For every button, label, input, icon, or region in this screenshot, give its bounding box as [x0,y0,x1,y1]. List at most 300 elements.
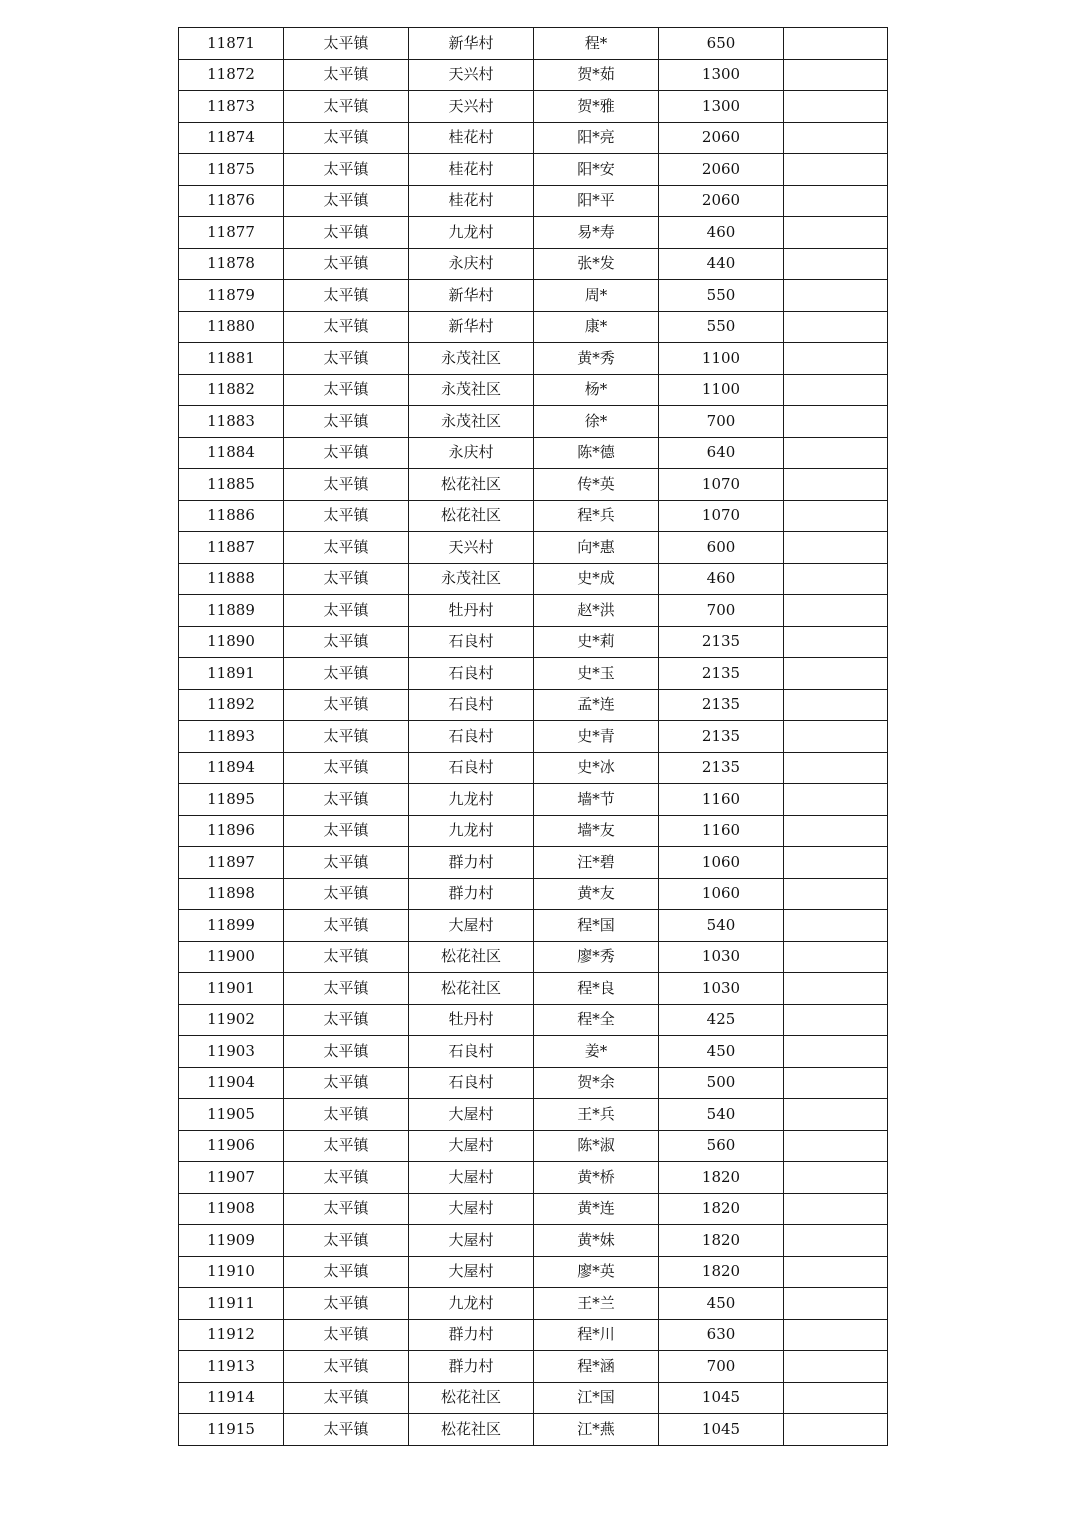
cell-id: 11902 [179,1004,284,1036]
cell-name: 向*惠 [534,532,659,564]
cell-note [784,185,888,217]
cell-town: 太平镇 [284,185,409,217]
cell-note [784,1162,888,1194]
cell-note [784,217,888,249]
cell-town: 太平镇 [284,1036,409,1068]
cell-town: 太平镇 [284,784,409,816]
table-row [179,878,888,910]
cell-id: 11880 [179,311,284,343]
table-row [179,595,888,627]
cell-amount: 1045 [659,1382,784,1414]
cell-note [784,1036,888,1068]
table-row [179,1288,888,1320]
cell-note [784,626,888,658]
cell-village: 永茂社区 [409,343,534,375]
cell-name: 传*英 [534,469,659,501]
cell-name: 程*良 [534,973,659,1005]
table-row [179,658,888,690]
cell-town: 太平镇 [284,343,409,375]
table-row [179,500,888,532]
cell-village: 天兴村 [409,91,534,123]
table-row [179,1225,888,1257]
cell-amount: 550 [659,311,784,343]
cell-name: 黄*桥 [534,1162,659,1194]
cell-id: 11898 [179,878,284,910]
cell-note [784,280,888,312]
cell-village: 石良村 [409,626,534,658]
cell-town: 太平镇 [284,689,409,721]
cell-id: 11872 [179,59,284,91]
table-row [179,1193,888,1225]
cell-name: 周* [534,280,659,312]
table-row [179,721,888,753]
cell-village: 大屋村 [409,1256,534,1288]
cell-amount: 1100 [659,343,784,375]
cell-name: 黄*友 [534,878,659,910]
cell-amount: 1160 [659,784,784,816]
cell-amount: 1300 [659,91,784,123]
cell-village: 石良村 [409,1067,534,1099]
cell-town: 太平镇 [284,311,409,343]
cell-town: 太平镇 [284,28,409,60]
table-row [179,563,888,595]
cell-id: 11891 [179,658,284,690]
cell-note [784,1004,888,1036]
cell-town: 太平镇 [284,1067,409,1099]
cell-village: 九龙村 [409,217,534,249]
cell-village: 大屋村 [409,1193,534,1225]
cell-id: 11879 [179,280,284,312]
cell-note [784,815,888,847]
cell-amount: 440 [659,248,784,280]
cell-id: 11892 [179,689,284,721]
cell-town: 太平镇 [284,248,409,280]
cell-note [784,500,888,532]
table-row [179,1004,888,1036]
cell-id: 11907 [179,1162,284,1194]
cell-note [784,437,888,469]
cell-village: 天兴村 [409,532,534,564]
cell-town: 太平镇 [284,406,409,438]
cell-note [784,973,888,1005]
cell-name: 程*全 [534,1004,659,1036]
cell-town: 太平镇 [284,122,409,154]
cell-id: 11893 [179,721,284,753]
cell-village: 大屋村 [409,1099,534,1131]
table-row [179,1256,888,1288]
cell-amount: 450 [659,1288,784,1320]
cell-town: 太平镇 [284,847,409,879]
table-row [179,469,888,501]
cell-town: 太平镇 [284,658,409,690]
cell-village: 九龙村 [409,784,534,816]
cell-note [784,406,888,438]
cell-note [784,721,888,753]
table-row [179,406,888,438]
cell-town: 太平镇 [284,941,409,973]
cell-town: 太平镇 [284,280,409,312]
table-row [179,689,888,721]
cell-note [784,941,888,973]
table-row [179,122,888,154]
cell-name: 程*国 [534,910,659,942]
cell-id: 11888 [179,563,284,595]
cell-id: 11876 [179,185,284,217]
cell-village: 新华村 [409,280,534,312]
cell-amount: 600 [659,532,784,564]
cell-id: 11910 [179,1256,284,1288]
cell-id: 11909 [179,1225,284,1257]
cell-town: 太平镇 [284,1319,409,1351]
cell-note [784,878,888,910]
cell-village: 松花社区 [409,1414,534,1446]
cell-village: 永庆村 [409,437,534,469]
cell-village: 群力村 [409,878,534,910]
cell-note [784,28,888,60]
cell-town: 太平镇 [284,1382,409,1414]
cell-note [784,122,888,154]
cell-village: 群力村 [409,1319,534,1351]
cell-amount: 2135 [659,752,784,784]
cell-name: 史*冰 [534,752,659,784]
cell-note [784,1130,888,1162]
cell-name: 史*玉 [534,658,659,690]
cell-id: 11899 [179,910,284,942]
table-row [179,91,888,123]
table-row [179,1382,888,1414]
cell-name: 孟*连 [534,689,659,721]
cell-town: 太平镇 [284,721,409,753]
table-row [179,28,888,60]
cell-note [784,469,888,501]
cell-note [784,847,888,879]
cell-note [784,1319,888,1351]
cell-amount: 460 [659,563,784,595]
cell-amount: 2135 [659,721,784,753]
cell-town: 太平镇 [284,1351,409,1383]
table-row [179,154,888,186]
cell-amount: 560 [659,1130,784,1162]
cell-amount: 540 [659,910,784,942]
cell-name: 江*燕 [534,1414,659,1446]
cell-name: 阳*亮 [534,122,659,154]
cell-amount: 1820 [659,1193,784,1225]
cell-town: 太平镇 [284,563,409,595]
cell-name: 黄*秀 [534,343,659,375]
cell-name: 江*国 [534,1382,659,1414]
cell-village: 天兴村 [409,59,534,91]
cell-village: 新华村 [409,311,534,343]
cell-amount: 1070 [659,500,784,532]
cell-village: 群力村 [409,1351,534,1383]
cell-amount: 450 [659,1036,784,1068]
cell-name: 阳*平 [534,185,659,217]
cell-town: 太平镇 [284,1193,409,1225]
cell-name: 王*兰 [534,1288,659,1320]
cell-id: 11915 [179,1414,284,1446]
cell-amount: 700 [659,1351,784,1383]
cell-amount: 700 [659,595,784,627]
cell-id: 11885 [179,469,284,501]
table-row [179,1319,888,1351]
cell-note [784,595,888,627]
cell-id: 11878 [179,248,284,280]
cell-name: 贺*茹 [534,59,659,91]
cell-id: 11897 [179,847,284,879]
cell-id: 11881 [179,343,284,375]
table-row [179,217,888,249]
cell-id: 11886 [179,500,284,532]
cell-note [784,1414,888,1446]
cell-town: 太平镇 [284,626,409,658]
cell-village: 石良村 [409,1036,534,1068]
records-table [178,27,888,1446]
cell-village: 大屋村 [409,1162,534,1194]
cell-name: 姜* [534,1036,659,1068]
table-row [179,185,888,217]
cell-village: 桂花村 [409,154,534,186]
cell-id: 11890 [179,626,284,658]
cell-name: 贺*雅 [534,91,659,123]
cell-id: 11874 [179,122,284,154]
cell-amount: 1100 [659,374,784,406]
table-row [179,847,888,879]
cell-town: 太平镇 [284,973,409,1005]
cell-id: 11894 [179,752,284,784]
table-row [179,1414,888,1446]
cell-town: 太平镇 [284,154,409,186]
cell-note [784,689,888,721]
cell-town: 太平镇 [284,878,409,910]
cell-id: 11903 [179,1036,284,1068]
cell-village: 群力村 [409,847,534,879]
cell-name: 程*川 [534,1319,659,1351]
table-row [179,626,888,658]
cell-town: 太平镇 [284,469,409,501]
cell-town: 太平镇 [284,1288,409,1320]
cell-id: 11873 [179,91,284,123]
cell-town: 太平镇 [284,1256,409,1288]
cell-village: 永茂社区 [409,406,534,438]
cell-note [784,1099,888,1131]
cell-village: 新华村 [409,28,534,60]
table-row [179,752,888,784]
cell-note [784,1351,888,1383]
cell-name: 陈*淑 [534,1130,659,1162]
cell-name: 史*莉 [534,626,659,658]
cell-name: 程*涵 [534,1351,659,1383]
cell-note [784,1256,888,1288]
cell-town: 太平镇 [284,91,409,123]
cell-town: 太平镇 [284,217,409,249]
cell-amount: 2135 [659,689,784,721]
cell-village: 大屋村 [409,1225,534,1257]
cell-village: 大屋村 [409,1130,534,1162]
table-row [179,59,888,91]
cell-id: 11896 [179,815,284,847]
cell-village: 松花社区 [409,941,534,973]
cell-id: 11904 [179,1067,284,1099]
cell-note [784,1225,888,1257]
cell-amount: 540 [659,1099,784,1131]
cell-note [784,563,888,595]
cell-town: 太平镇 [284,1225,409,1257]
cell-amount: 700 [659,406,784,438]
table-body [179,28,888,1446]
cell-village: 大屋村 [409,910,534,942]
cell-village: 松花社区 [409,500,534,532]
table-row [179,815,888,847]
cell-id: 11871 [179,28,284,60]
cell-village: 桂花村 [409,185,534,217]
table-row [179,343,888,375]
cell-village: 牡丹村 [409,595,534,627]
cell-town: 太平镇 [284,752,409,784]
cell-village: 石良村 [409,658,534,690]
cell-amount: 630 [659,1319,784,1351]
cell-note [784,374,888,406]
cell-amount: 425 [659,1004,784,1036]
cell-amount: 2060 [659,154,784,186]
table-row [179,784,888,816]
table-row [179,437,888,469]
cell-village: 永庆村 [409,248,534,280]
cell-name: 黄*连 [534,1193,659,1225]
cell-name: 陈*德 [534,437,659,469]
cell-name: 汪*碧 [534,847,659,879]
cell-amount: 500 [659,1067,784,1099]
cell-town: 太平镇 [284,595,409,627]
cell-name: 程* [534,28,659,60]
cell-town: 太平镇 [284,1004,409,1036]
cell-village: 松花社区 [409,1382,534,1414]
cell-amount: 1300 [659,59,784,91]
cell-amount: 1030 [659,941,784,973]
cell-id: 11882 [179,374,284,406]
cell-note [784,658,888,690]
cell-village: 石良村 [409,721,534,753]
cell-id: 11875 [179,154,284,186]
cell-note [784,784,888,816]
cell-town: 太平镇 [284,374,409,406]
cell-note [784,59,888,91]
cell-amount: 2135 [659,626,784,658]
cell-amount: 1160 [659,815,784,847]
cell-id: 11906 [179,1130,284,1162]
cell-id: 11900 [179,941,284,973]
table-row [179,311,888,343]
cell-amount: 1030 [659,973,784,1005]
cell-id: 11913 [179,1351,284,1383]
cell-amount: 2060 [659,185,784,217]
cell-name: 康* [534,311,659,343]
cell-name: 阳*安 [534,154,659,186]
cell-note [784,1382,888,1414]
cell-name: 易*寿 [534,217,659,249]
cell-village: 九龙村 [409,1288,534,1320]
cell-name: 廖*秀 [534,941,659,973]
cell-note [784,154,888,186]
cell-village: 永茂社区 [409,563,534,595]
cell-amount: 2135 [659,658,784,690]
cell-id: 11895 [179,784,284,816]
cell-amount: 1060 [659,878,784,910]
table-row [179,941,888,973]
cell-id: 11908 [179,1193,284,1225]
table-row [179,1351,888,1383]
cell-name: 墙*友 [534,815,659,847]
cell-name: 史*青 [534,721,659,753]
cell-name: 黄*妹 [534,1225,659,1257]
cell-village: 石良村 [409,689,534,721]
cell-id: 11877 [179,217,284,249]
cell-id: 11889 [179,595,284,627]
cell-id: 11901 [179,973,284,1005]
cell-id: 11884 [179,437,284,469]
cell-town: 太平镇 [284,1162,409,1194]
cell-village: 九龙村 [409,815,534,847]
cell-name: 贺*余 [534,1067,659,1099]
table-row [179,973,888,1005]
cell-note [784,910,888,942]
cell-name: 杨* [534,374,659,406]
table-row [179,910,888,942]
cell-id: 11914 [179,1382,284,1414]
cell-village: 松花社区 [409,973,534,1005]
cell-note [784,1288,888,1320]
cell-town: 太平镇 [284,59,409,91]
cell-id: 11887 [179,532,284,564]
cell-amount: 550 [659,280,784,312]
cell-note [784,311,888,343]
cell-amount: 650 [659,28,784,60]
cell-name: 张*发 [534,248,659,280]
cell-amount: 2060 [659,122,784,154]
cell-town: 太平镇 [284,437,409,469]
cell-village: 石良村 [409,752,534,784]
cell-id: 11905 [179,1099,284,1131]
table-row [179,1099,888,1131]
table-row [179,532,888,564]
table-row [179,374,888,406]
cell-note [784,532,888,564]
table-row [179,1130,888,1162]
table-row [179,1036,888,1068]
cell-village: 牡丹村 [409,1004,534,1036]
cell-village: 松花社区 [409,469,534,501]
cell-name: 程*兵 [534,500,659,532]
cell-town: 太平镇 [284,815,409,847]
table-row [179,248,888,280]
cell-amount: 460 [659,217,784,249]
cell-note [784,752,888,784]
cell-name: 史*成 [534,563,659,595]
cell-amount: 1820 [659,1256,784,1288]
cell-town: 太平镇 [284,500,409,532]
cell-note [784,91,888,123]
cell-amount: 1060 [659,847,784,879]
cell-note [784,1193,888,1225]
cell-id: 11912 [179,1319,284,1351]
cell-amount: 1045 [659,1414,784,1446]
cell-note [784,1067,888,1099]
cell-town: 太平镇 [284,1130,409,1162]
cell-amount: 1820 [659,1162,784,1194]
cell-name: 廖*英 [534,1256,659,1288]
cell-town: 太平镇 [284,910,409,942]
cell-note [784,248,888,280]
cell-name: 墙*节 [534,784,659,816]
